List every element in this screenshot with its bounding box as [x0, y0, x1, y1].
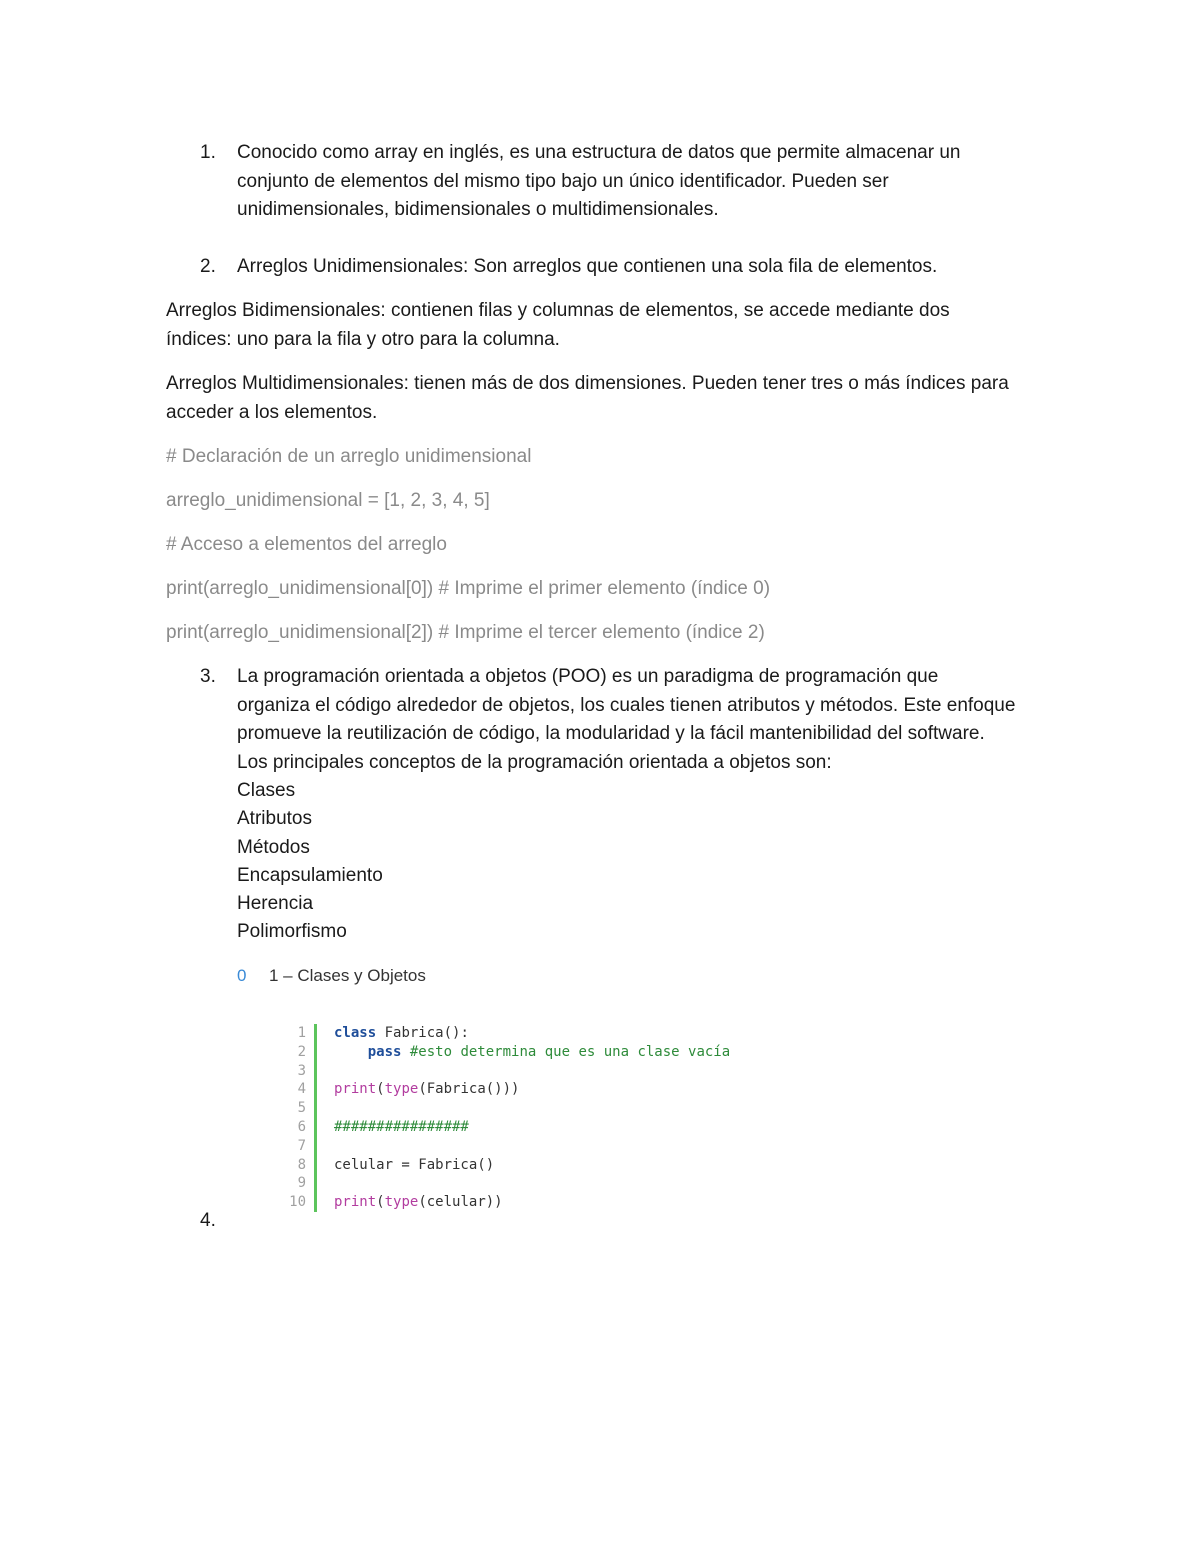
concept-item: Polimorfismo: [237, 921, 347, 943]
code-comment-access: # Acceso a elementos del arreglo: [166, 534, 447, 555]
code-line-10: print(type(celular)): [334, 1194, 503, 1211]
gutter-bar: [314, 1024, 317, 1212]
code-print-first: print(arreglo_unidimensional[0]) # Imprime el primer elemento (índice 0): [166, 578, 771, 599]
list-item-1: [166, 139, 1016, 225]
concept-item: Encapsulamiento: [237, 864, 383, 886]
list-item-3: [166, 663, 1016, 947]
code-screenshot: [280, 1024, 800, 1214]
line-number: 3: [297, 1062, 306, 1079]
code-line-1: class Fabrica():: [334, 1025, 469, 1041]
code-line-3: [334, 1062, 730, 1081]
heading-bullet: 0: [237, 966, 247, 985]
line-number: 5: [297, 1100, 306, 1117]
code-lines: [334, 1024, 730, 1212]
line-number-gutter: [280, 1024, 306, 1212]
code-line-4: print(type(Fabrica())): [334, 1081, 520, 1098]
paragraph-multidimensional: Arreglos Multidimensionales: tienen más de dos dimensiones. Pueden tener tres o más índices para acceder a los elementos.: [166, 373, 1009, 423]
concept-item: Clases: [237, 780, 296, 801]
list-item-2: [166, 253, 1016, 282]
oop-concepts-list: [237, 777, 1016, 947]
heading-text: 1 – Clases y Objetos: [269, 966, 426, 985]
line-number: 6: [297, 1118, 306, 1135]
list-item-text: Arreglos Unidimensionales: Son arreglos que contienen una sola fila de elementos.: [237, 256, 938, 277]
line-number: 2: [297, 1043, 306, 1060]
list-number: 3.: [200, 666, 216, 687]
list-number: 2.: [200, 256, 216, 277]
code-line-6: ################: [334, 1118, 469, 1135]
line-number: 1: [297, 1025, 306, 1041]
screenshot-heading: [237, 964, 426, 988]
line-number: 8: [297, 1156, 306, 1173]
code-print-third: print(arreglo_unidimensional[2]) # Imprime el tercer elemento (índice 2): [166, 622, 765, 643]
code-array-assignment: arreglo_unidimensional = [1, 2, 3, 4, 5]: [166, 490, 490, 511]
list-item-text: Conocido como array en inglés, es una estructura de datos que permite almacenar un conjunto de elementos del mismo tipo bajo un único identificador. Pueden ser unidimensionales, bidimensionales o multidimensionales.: [237, 142, 961, 220]
code-line-5: [334, 1099, 730, 1118]
line-number: 10: [289, 1194, 306, 1211]
list-number: 4.: [200, 1210, 216, 1231]
concept-item: Atributos: [237, 808, 312, 830]
list-number: 1.: [200, 142, 216, 163]
concept-item: Herencia: [237, 893, 314, 915]
code-comment-declaration: # Declaración de un arreglo unidimensional: [166, 446, 532, 467]
concept-item: Métodos: [237, 836, 310, 858]
code-line-7: [334, 1137, 730, 1156]
line-number: 9: [297, 1175, 306, 1192]
list-item-text: La programación orientada a objetos (POO) es un paradigma de programación que organiza el código alrededor de objetos, los cuales tienen atributos y métodos. Este enfoque promueve la reutilización de código, la modularidad y la fácil mantenibilidad del software. Los principales conceptos de la programación orientada a objetos son:: [237, 666, 1016, 773]
paragraph-bidimensional: Arreglos Bidimensionales: contienen filas y columnas de elementos, se accede mediante dos índices: uno para la fila y otro para la columna.: [166, 300, 950, 350]
line-number: 7: [297, 1137, 306, 1154]
code-line-2: pass #esto determina que es una clase vacía: [367, 1043, 731, 1060]
line-number: 4: [297, 1081, 306, 1098]
code-line-8: celular = Fabrica(): [334, 1156, 495, 1173]
code-line-9: [334, 1174, 730, 1193]
